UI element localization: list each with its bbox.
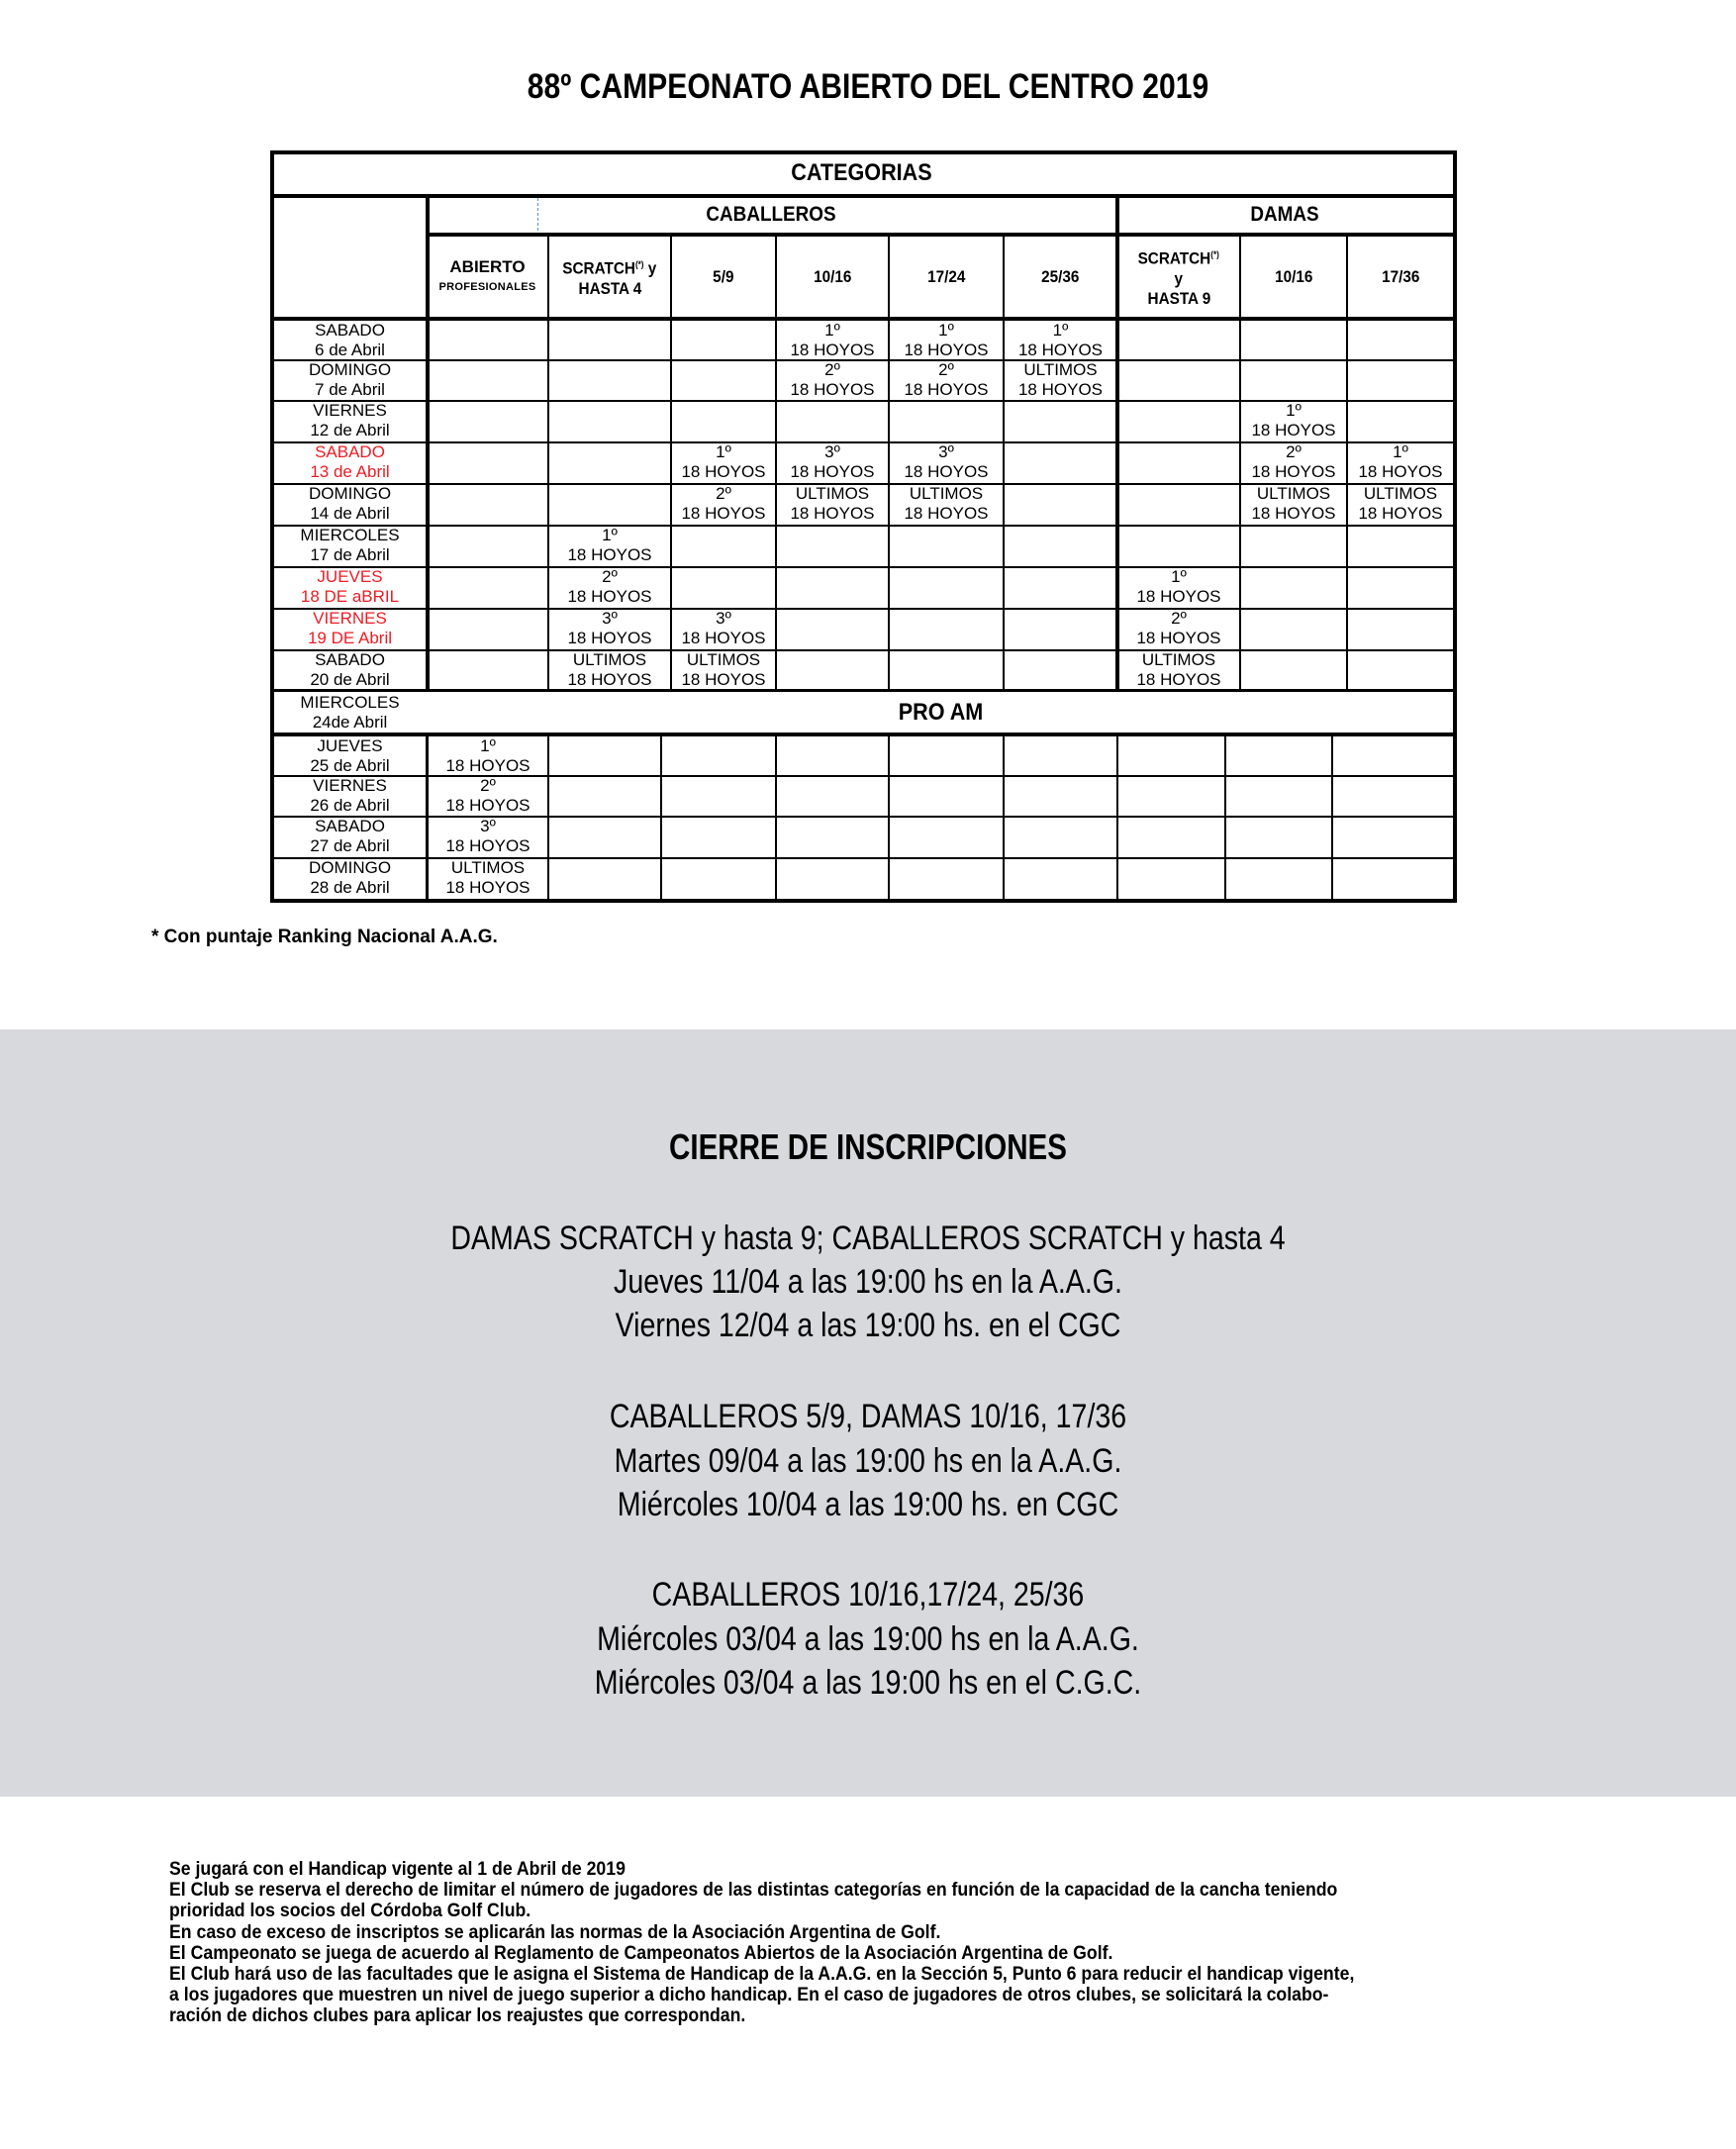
schedule-cell bbox=[549, 650, 670, 689]
dashed-guide bbox=[537, 198, 538, 231]
column-header-label: y bbox=[1174, 268, 1184, 288]
schedule-cell bbox=[672, 442, 775, 482]
column-header-text: SCRATCH bbox=[1137, 248, 1211, 268]
date-label: 7 de Abril bbox=[315, 379, 385, 399]
pro-am-cell bbox=[480, 692, 1402, 733]
schedule-cell bbox=[890, 442, 1003, 482]
rule-line: El Campeonato se juega de acuerdo al Reglamento de Campeonatos Abiertos de la Asociación Argentina de Golf. bbox=[169, 1942, 1113, 1964]
day-label: VIERNES bbox=[313, 401, 387, 420]
day-label: JUEVES bbox=[317, 736, 383, 755]
schedule-cell bbox=[777, 321, 888, 360]
day-label: JUEVES bbox=[317, 567, 383, 586]
schedule-cell bbox=[1241, 401, 1346, 440]
schedule-cell bbox=[429, 736, 547, 776]
column-header bbox=[890, 237, 1003, 317]
pro-am-label: PRO AM bbox=[898, 698, 984, 726]
round-label: ULTIMOS bbox=[686, 649, 761, 669]
day-label: DOMINGO bbox=[308, 858, 392, 877]
holes-label: 18 HOYOS bbox=[445, 756, 530, 775]
schedule-cell bbox=[1005, 360, 1116, 399]
round-label: 3º bbox=[716, 609, 731, 628]
round-label: ULTIMOS bbox=[1256, 484, 1331, 503]
holes-label: 18 HOYOS bbox=[567, 587, 652, 606]
day-label: VIERNES bbox=[313, 609, 387, 628]
schedule-cell bbox=[1241, 484, 1346, 524]
holes-label: 18 HOYOS bbox=[904, 341, 989, 359]
column-header-sublabel: PROFESIONALES bbox=[438, 280, 536, 293]
round-label: 1º bbox=[1052, 321, 1069, 340]
round-label: 2º bbox=[824, 359, 840, 379]
holes-label: 18 HOYOS bbox=[567, 629, 652, 647]
day-label: SABADO bbox=[315, 321, 385, 340]
rule-line: prioridad los socios del Córdoba Golf Club. bbox=[169, 1901, 531, 1922]
schedule-cell bbox=[1118, 567, 1239, 607]
date-label: 14 de Abril bbox=[310, 504, 390, 523]
schedule-cell bbox=[672, 484, 775, 524]
round-label: 1º bbox=[938, 321, 954, 340]
holes-label: 18 HOYOS bbox=[681, 669, 766, 689]
holes-label: 18 HOYOS bbox=[790, 462, 875, 481]
column-header-label: 17/36 bbox=[1381, 266, 1420, 286]
date-label: 27 de Abril bbox=[310, 836, 390, 855]
holes-label: 18 HOYOS bbox=[790, 504, 875, 523]
holes-label: 18 HOYOS bbox=[1358, 504, 1443, 523]
schedule-cell bbox=[549, 567, 670, 607]
holes-label: 18 HOYOS bbox=[1017, 341, 1104, 359]
round-label: 3º bbox=[480, 817, 496, 835]
day-label: SABADO bbox=[315, 649, 385, 669]
day-label: VIERNES bbox=[313, 775, 387, 795]
round-label: 3º bbox=[938, 442, 954, 461]
schedule-cell bbox=[890, 321, 1003, 360]
column-header bbox=[549, 237, 670, 317]
round-label: 3º bbox=[602, 609, 618, 628]
round-label: 2º bbox=[602, 567, 618, 586]
holes-label: 18 HOYOS bbox=[904, 504, 989, 523]
date-label: 28 de Abril bbox=[310, 878, 390, 897]
round-label: 1º bbox=[1393, 442, 1408, 461]
column-header-label bbox=[1138, 244, 1219, 269]
date-cell bbox=[274, 401, 426, 440]
rule-line: El Club se reserva el derecho de limitar el número de jugadores de las distintas categorías en función de la capacidad de la cancha teniendo bbox=[169, 1880, 1338, 1902]
date-cell bbox=[274, 484, 426, 524]
date-label: 6 de Abril bbox=[315, 341, 385, 359]
schedule-cell bbox=[1241, 442, 1346, 482]
column-header-label: HASTA 9 bbox=[1147, 288, 1210, 308]
schedule-cell bbox=[549, 609, 670, 648]
round-label: 2º bbox=[938, 359, 954, 379]
caballeros-group-header bbox=[462, 197, 1081, 233]
column-header bbox=[1005, 237, 1116, 317]
schedule-cell bbox=[777, 360, 888, 399]
rule-line: Se jugará con el Handicap vigente al 1 de Abril de 2019 bbox=[169, 1859, 626, 1880]
holes-label: 18 HOYOS bbox=[1358, 462, 1443, 481]
column-header-label: 25/36 bbox=[1041, 266, 1080, 286]
column-header-label: HASTA 4 bbox=[578, 278, 641, 298]
inscripcion-line: Miércoles 10/04 a las 19:00 hs. en CGC bbox=[617, 1486, 1119, 1523]
day-label: SABADO bbox=[315, 817, 385, 835]
date-cell bbox=[274, 650, 426, 689]
inscripcion-line: Jueves 11/04 a las 19:00 hs en la A.A.G. bbox=[614, 1263, 1122, 1301]
holes-label: 18 HOYOS bbox=[790, 379, 875, 399]
day-label: MIERCOLES bbox=[300, 692, 400, 712]
schedule-cell bbox=[429, 858, 547, 898]
holes-label: 18 HOYOS bbox=[1251, 504, 1336, 523]
footnote: * Con puntaje Ranking Nacional A.A.G. bbox=[151, 927, 498, 947]
schedule-cell bbox=[429, 817, 547, 856]
round-label: ULTIMOS bbox=[572, 649, 647, 669]
rule-line: ración de dichos clubes para aplicar los reajustes que correspondan. bbox=[169, 2005, 746, 2027]
date-label: 17 de Abril bbox=[310, 545, 390, 564]
holes-label: 18 HOYOS bbox=[445, 878, 530, 897]
date-label: 18 DE aBRIL bbox=[300, 587, 400, 606]
date-cell bbox=[274, 360, 426, 399]
date-cell bbox=[274, 567, 426, 607]
holes-label: 18 HOYOS bbox=[1136, 669, 1221, 689]
day-label: DOMINGO bbox=[308, 359, 392, 379]
damas-group-header bbox=[1135, 197, 1434, 233]
round-label: 2º bbox=[1171, 609, 1187, 628]
schedule-table bbox=[0, 0, 1736, 950]
schedule-cell bbox=[777, 442, 888, 482]
table-border-right bbox=[1453, 150, 1457, 903]
table-border-top bbox=[270, 150, 1456, 154]
schedule-cell bbox=[890, 360, 1003, 399]
header-divider bbox=[270, 194, 1453, 198]
date-label: 24de Abril bbox=[312, 712, 388, 732]
column-header-label: 10/16 bbox=[813, 266, 852, 286]
date-cell bbox=[274, 442, 426, 482]
column-header bbox=[1118, 237, 1239, 317]
rule-line: El Club hará uso de las facultades que le asigna el Sistema de Handicap de la A.A.G. en la Sección 5, Punto 6 para reducir el handicap vigente, bbox=[169, 1964, 1355, 1986]
round-label: ULTIMOS bbox=[1023, 359, 1098, 379]
round-label: 1º bbox=[1286, 401, 1302, 420]
schedule-cell bbox=[429, 776, 547, 815]
schedule-cell bbox=[549, 526, 670, 565]
date-label: 20 de Abril bbox=[310, 669, 390, 689]
categorias-label: CATEGORIAS bbox=[791, 159, 932, 186]
round-label: 2º bbox=[1286, 442, 1302, 461]
round-label: 1º bbox=[716, 442, 731, 461]
round-label: ULTIMOS bbox=[795, 484, 870, 503]
asterisk-note: (*) bbox=[635, 259, 644, 270]
holes-label: 18 HOYOS bbox=[445, 795, 530, 815]
row-divider bbox=[270, 649, 1453, 651]
holes-label: 18 HOYOS bbox=[790, 341, 875, 359]
holes-label: 18 HOYOS bbox=[681, 629, 766, 647]
holes-label: 18 HOYOS bbox=[1251, 421, 1336, 440]
schedule-cell bbox=[1348, 484, 1453, 524]
column-header-label: 5/9 bbox=[713, 266, 734, 286]
row-divider bbox=[270, 525, 1453, 527]
schedule-cell bbox=[890, 484, 1003, 524]
column-header-text: SCRATCH bbox=[562, 258, 636, 278]
holes-label: 18 HOYOS bbox=[1136, 587, 1221, 606]
column-header-label: ABIERTO bbox=[449, 256, 526, 276]
table-border-bottom bbox=[270, 899, 1456, 903]
holes-label: 18 HOYOS bbox=[567, 545, 652, 564]
holes-label: 18 HOYOS bbox=[1136, 629, 1221, 647]
rule-line: a los jugadores que muestren un nivel de juego superior a dicho handicap. En el caso de jugadores de otros clubes, se solicitará la colabo- bbox=[169, 1985, 1329, 2006]
rules-text bbox=[169, 1859, 1575, 2027]
round-label: 1º bbox=[824, 321, 840, 340]
column-header-label bbox=[562, 254, 656, 279]
holes-label: 18 HOYOS bbox=[445, 836, 530, 855]
holes-label: 18 HOYOS bbox=[1251, 462, 1336, 481]
schedule-cell bbox=[672, 609, 775, 648]
column-header bbox=[428, 237, 547, 317]
round-label: 2º bbox=[716, 484, 731, 503]
holes-label: 18 HOYOS bbox=[681, 504, 766, 523]
round-label: 2º bbox=[480, 775, 496, 795]
row-divider bbox=[270, 608, 1453, 610]
date-label: 19 DE Abril bbox=[307, 629, 393, 647]
round-label: 1º bbox=[1171, 567, 1187, 586]
date-cell bbox=[274, 736, 426, 776]
schedule-cell bbox=[1118, 650, 1239, 689]
round-label: 1º bbox=[602, 526, 618, 544]
round-label: ULTIMOS bbox=[1363, 484, 1438, 503]
round-label: ULTIMOS bbox=[450, 858, 526, 877]
round-label: 1º bbox=[480, 736, 496, 755]
holes-label: 18 HOYOS bbox=[1017, 379, 1104, 399]
inscripcion-line: Viernes 12/04 a las 19:00 hs. en el CGC bbox=[615, 1307, 1121, 1344]
inscripcion-line: CABALLEROS 10/16,17/24, 25/36 bbox=[651, 1576, 1085, 1613]
schedule-cell bbox=[1118, 609, 1239, 648]
column-header bbox=[672, 237, 775, 317]
rule-line: En caso de exceso de inscriptos se aplicarán las normas de la Asociación Argentina de Golf. bbox=[169, 1921, 941, 1943]
column-header bbox=[777, 237, 888, 317]
schedule-cell bbox=[1005, 321, 1116, 360]
date-cell bbox=[274, 858, 426, 898]
holes-label: 18 HOYOS bbox=[567, 669, 652, 689]
holes-label: 18 HOYOS bbox=[681, 462, 766, 481]
column-header-label: 10/16 bbox=[1274, 266, 1313, 286]
schedule-cell bbox=[1348, 442, 1453, 482]
column-header-text: y bbox=[643, 258, 657, 278]
categorias-header bbox=[332, 152, 1393, 194]
day-label: DOMINGO bbox=[308, 484, 392, 503]
column-header bbox=[1348, 237, 1453, 317]
inscripcion-line: Miércoles 03/04 a las 19:00 hs en el C.G.C. bbox=[594, 1664, 1142, 1702]
row-divider bbox=[270, 566, 1453, 568]
day-label: SABADO bbox=[315, 442, 385, 461]
inscripciones-title: CIERRE DE INSCRIPCIONES bbox=[669, 1126, 1067, 1167]
date-cell bbox=[274, 817, 426, 856]
holes-label: 18 HOYOS bbox=[904, 379, 989, 399]
date-label: 13 de Abril bbox=[310, 462, 390, 481]
round-label: ULTIMOS bbox=[909, 484, 984, 503]
inscripcion-line: Martes 09/04 a las 19:00 hs en la A.A.G. bbox=[614, 1442, 1122, 1480]
date-label: 25 de Abril bbox=[310, 756, 390, 775]
schedule-cell bbox=[777, 484, 888, 524]
page-title: 88º CAMPEONATO ABIERTO DEL CENTRO 2019 bbox=[527, 67, 1209, 106]
date-label: 26 de Abril bbox=[310, 795, 390, 815]
date-cell bbox=[274, 776, 426, 815]
inscripcion-line: DAMAS SCRATCH y hasta 9; CABALLEROS SCRATCH y hasta 4 bbox=[450, 1220, 1286, 1257]
column-header bbox=[1241, 237, 1346, 317]
holes-label: 18 HOYOS bbox=[904, 462, 989, 481]
round-label: ULTIMOS bbox=[1141, 649, 1216, 669]
schedule-cell bbox=[672, 650, 775, 689]
damas-label: DAMAS bbox=[1250, 203, 1319, 226]
inscripcion-line: CABALLEROS 5/9, DAMAS 10/16, 17/36 bbox=[609, 1398, 1127, 1435]
date-cell bbox=[274, 609, 426, 648]
date-cell bbox=[274, 526, 426, 565]
column-header-label: 17/24 bbox=[926, 266, 966, 286]
date-cell bbox=[274, 692, 426, 733]
day-label: MIERCOLES bbox=[300, 526, 400, 544]
date-cell bbox=[274, 321, 426, 360]
inscripcion-line: Miércoles 03/04 a las 19:00 hs en la A.A.G. bbox=[597, 1620, 1139, 1658]
asterisk-note: (*) bbox=[1210, 249, 1220, 260]
round-label: 3º bbox=[824, 442, 840, 461]
caballeros-label: CABALLEROS bbox=[706, 203, 836, 226]
date-label: 12 de Abril bbox=[310, 421, 390, 440]
